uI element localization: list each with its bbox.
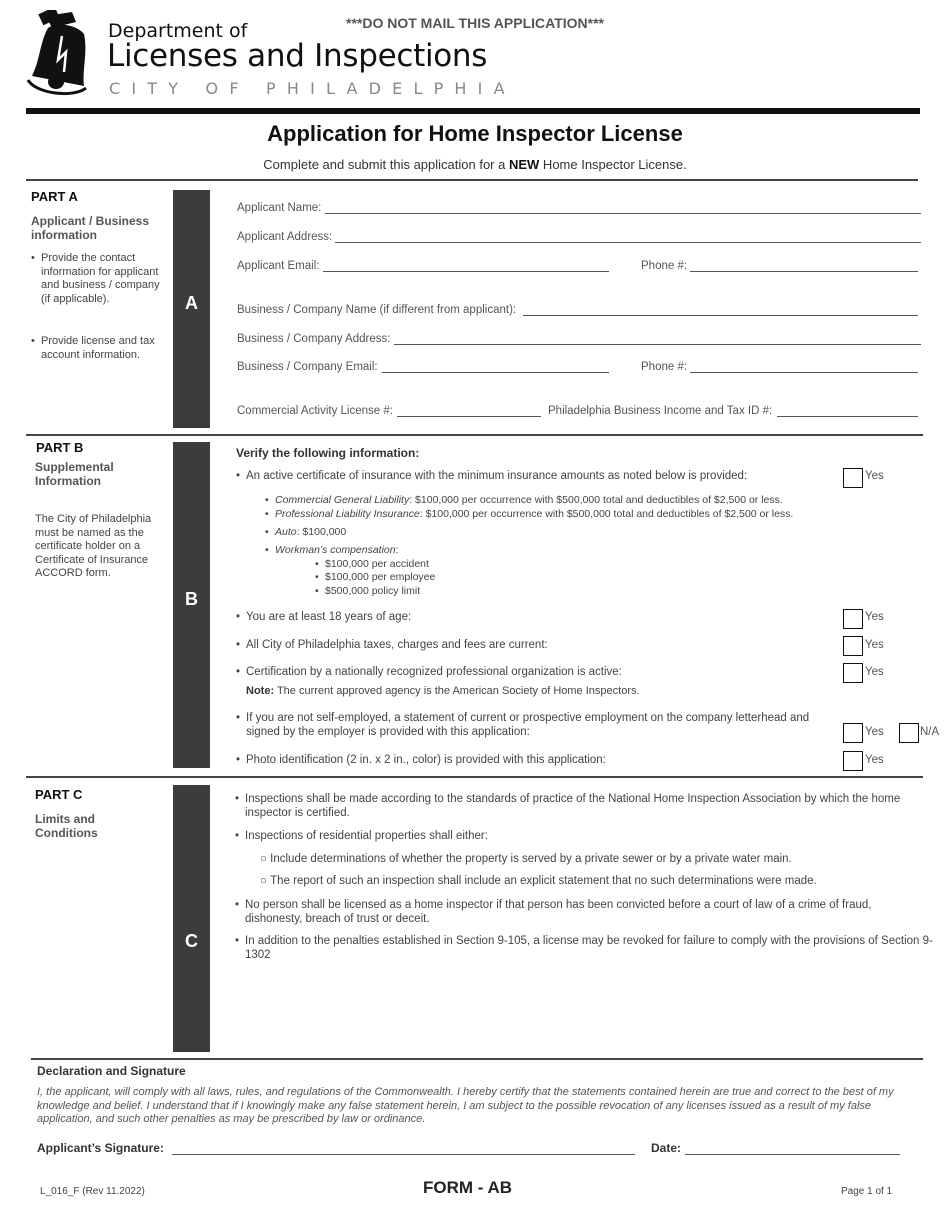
employment-na-checkbox[interactable]	[899, 723, 919, 743]
applicant-email-label: Applicant Email:	[237, 260, 320, 272]
part-b-divider	[26, 776, 923, 778]
certification-yes-checkbox[interactable]	[843, 663, 863, 683]
page-title: Application for Home Inspector License	[267, 121, 683, 146]
applicant-name-field[interactable]	[325, 202, 921, 214]
applicant-email-field[interactable]	[323, 260, 609, 272]
age-yes-checkbox[interactable]	[843, 609, 863, 629]
condition-subitem: ○ Include determinations of whether the property is served by a private sewer or by a private water main.	[260, 853, 792, 865]
condition-item: • No person shall be licensed as a home inspector if that person has been convicted before a court of law of a crime of fraud, dishonesty, breach of trust or deceit.	[245, 899, 925, 926]
part-b-side-note: The City of Philadelphia must be named as the certificate holder on a Certificate of Insurance ACCORD form.	[35, 513, 152, 579]
part-b-label: PART B	[36, 440, 84, 455]
taxes-yes-checkbox[interactable]	[843, 636, 863, 656]
signature-field[interactable]	[172, 1141, 635, 1155]
business-address-label: Business / Company Address:	[237, 333, 391, 345]
part-a-subtitle: Applicant / Business information	[31, 214, 150, 242]
part-c-divider	[31, 1058, 923, 1060]
form-code: L_016_F (Rev 11.2022)	[40, 1186, 145, 1197]
city-of-philadelphia: CITY OF PHILADELPHIA	[109, 79, 516, 98]
part-c-letter: C	[185, 931, 198, 951]
business-name-field[interactable]	[523, 304, 918, 316]
taxes-item: • All City of Philadelphia taxes, charges and fees are current:	[246, 639, 548, 653]
date-field[interactable]	[685, 1141, 900, 1155]
workmans-comp-item: • Workman’s compensation:	[275, 544, 399, 557]
declaration-title: Declaration and Signature	[37, 1064, 186, 1078]
tax-id-field[interactable]	[777, 405, 918, 417]
taxes-yes-label: Yes	[865, 639, 884, 651]
insurance-item: • An active certificate of insurance with the minimum insurance amounts as noted below is provided:	[246, 470, 836, 484]
certification-item: • Certification by a nationally recognized professional organization is active:	[246, 666, 622, 680]
part-c-subtitle: Limits and Conditions	[35, 812, 98, 840]
business-email-label: Business / Company Email:	[237, 361, 378, 373]
business-phone-label: Phone #:	[641, 361, 688, 373]
workmans-comp-limit: • $100,000 per accident	[325, 558, 429, 571]
page-subtitle: Complete and submit this application for a NEW Home Inspector License.	[263, 157, 687, 172]
applicant-phone-label: Phone #:	[641, 260, 688, 272]
part-c-side-bar	[173, 785, 210, 1052]
header-divider	[26, 108, 920, 114]
commercial-license-field[interactable]	[397, 405, 541, 417]
signature-label: Applicant’s Signature:	[37, 1141, 164, 1155]
part-b-heading: Verify the following information:	[236, 446, 420, 460]
employment-yes-label: Yes	[865, 726, 884, 738]
part-b-letter: B	[185, 589, 198, 609]
title-divider	[26, 179, 918, 181]
workmans-comp-limit: • $100,000 per employee	[325, 571, 435, 584]
date-label: Date:	[651, 1141, 682, 1155]
part-a-bullet: • Provide license and tax account information.	[41, 335, 166, 362]
business-email-field[interactable]	[382, 361, 609, 373]
condition-item: • Inspections of residential properties shall either:	[245, 830, 925, 844]
declaration-text: I, the applicant, will comply with all laws, rules, and regulations of the Commonwealth. I hereby certify that the statements contained herein are true and correct to the best of my knowledge and belief. I understand that if I knowingly make any false statement herein, I am subject to the possible revocation of any licenses issued as a result of my false application, and such other penalties as may be prescribed by law or ordinance.	[37, 1086, 894, 1125]
pli-item: • Professional Liability Insurance: $100,000 per occurrence with $500,000 total and deductibles of $2,500 or less.	[275, 508, 835, 521]
business-name-label: Business / Company Name (if different from applicant):	[237, 304, 517, 316]
form-name: FORM - AB	[423, 1178, 513, 1197]
tax-id-label: Philadelphia Business Income and Tax ID #:	[548, 405, 773, 417]
part-a-letter: A	[185, 293, 198, 313]
employment-item: • If you are not self-employed, a statement of current or prospective employment on the company letterhead and signed by the employer is provided with this application:	[246, 712, 836, 739]
business-address-field[interactable]	[394, 333, 921, 345]
age-item: • You are at least 18 years of age:	[246, 611, 411, 625]
part-a-bullet: • Provide the contact information for applicant and business / company (if applicable).	[41, 252, 166, 306]
department-name: Licenses and Inspections	[107, 38, 488, 74]
condition-subitem: ○ The report of such an inspection shall include an explicit statement that no such determinations were made.	[260, 875, 817, 887]
insurance-yes-checkbox[interactable]	[843, 468, 863, 488]
page-number: Page 1 of 1	[841, 1186, 893, 1197]
part-c-label: PART C	[35, 787, 83, 802]
applicant-name-label: Applicant Name:	[237, 202, 322, 214]
part-a-label: PART A	[31, 189, 78, 204]
certification-yes-label: Yes	[865, 666, 884, 678]
auto-item: • Auto: $100,000	[275, 526, 346, 539]
condition-item: • Inspections shall be made according to the standards of practice of the National Home Inspection Association by which the home inspector is certified.	[245, 793, 935, 820]
certification-note: Note: The current approved agency is the American Society of Home Inspectors.	[246, 685, 640, 697]
applicant-phone-field[interactable]	[690, 260, 918, 272]
condition-item: • In addition to the penalties established in Section 9-105, a license may be revoked for failure to comply with the provisions of Section 9-1302	[245, 935, 935, 962]
department-line1: Department of	[108, 20, 248, 42]
cgl-item: • Commercial General Liability: $100,000 per occurrence with $500,000 total and deductibles of $2,500 or less.	[275, 494, 835, 507]
employment-na-label: N/A	[920, 726, 940, 738]
do-not-mail-notice: ***DO NOT MAIL THIS APPLICATION***	[346, 15, 604, 31]
part-b-subtitle: Supplemental Information	[35, 460, 114, 488]
photo-yes-checkbox[interactable]	[843, 751, 863, 771]
liberty-bell-logo-icon	[26, 10, 106, 96]
applicant-address-field[interactable]	[335, 231, 921, 243]
photo-item: • Photo identification (2 in. x 2 in., color) is provided with this application:	[246, 754, 606, 768]
applicant-address-label: Applicant Address:	[237, 231, 333, 243]
photo-yes-label: Yes	[865, 754, 884, 766]
commercial-license-label: Commercial Activity License #:	[237, 405, 393, 417]
business-phone-field[interactable]	[690, 361, 918, 373]
age-yes-label: Yes	[865, 611, 884, 623]
part-a-divider	[26, 434, 923, 436]
employment-yes-checkbox[interactable]	[843, 723, 863, 743]
workmans-comp-limit: • $500,000 policy limit	[325, 585, 420, 598]
insurance-yes-label: Yes	[865, 470, 884, 482]
